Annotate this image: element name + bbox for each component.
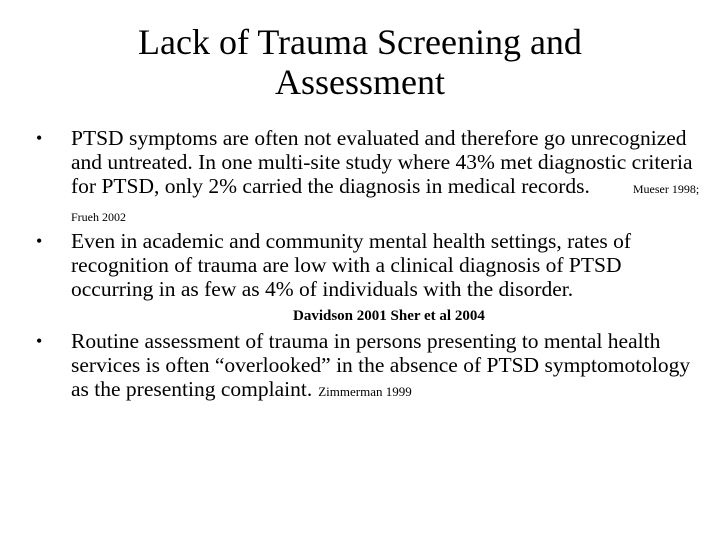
bullet-citation: Mueser 1998; Frueh 2002 xyxy=(71,182,700,224)
bullet-item xyxy=(36,329,700,405)
slide-title-line1: Lack of Trauma Screening and xyxy=(138,22,582,62)
bullet-list xyxy=(36,126,700,404)
bullet-text: Routine assessment of trauma in persons presenting to mental health services is often “overlooked” in the absence of PTSD symptomotology as the presenting complaint. xyxy=(71,328,691,402)
bullet-item xyxy=(36,126,700,229)
bullet-citation: Davidson 2001 Sher et al 2004 xyxy=(293,308,485,325)
bullet-text: PTSD symptoms are often not evaluated and therefore go unrecognized and untreated. In one multi-site study where 43% met diagnostic criteria for PTSD, only 2% carried the diagnosis in medical records. xyxy=(71,126,693,199)
bullet-dot-icon: • xyxy=(36,230,43,251)
slide-title-line2: Assessment xyxy=(275,62,445,102)
bullet-dot-icon: • xyxy=(36,128,43,148)
bullet-item xyxy=(36,229,700,329)
bullet-citation: Zimmerman 1999 xyxy=(318,384,412,400)
slide-title xyxy=(0,22,720,102)
bullet-text: Even in academic and community mental health settings, rates of recognition of trauma are low with a clinical diagnosis of PTSD occurring in as few as 4% of individuals with the disorder. xyxy=(71,228,632,302)
bullet-dot-icon: • xyxy=(36,330,43,351)
